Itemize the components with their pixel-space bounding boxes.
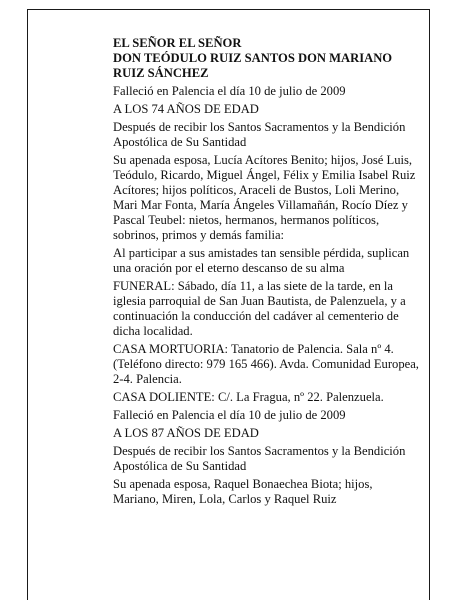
first-mourning-house: CASA DOLIENTE: C/. La Fragua, nº 22. Palenzuela. <box>113 390 384 404</box>
heading-title: EL SEÑOR EL SEÑOR <box>113 36 242 50</box>
heading-names: DON TEÓDULO RUIZ SANTOS DON MARIANO RUIZ SÁNCHEZ <box>113 51 393 80</box>
second-sacraments: Después de recibir los Santos Sacramentos y la Bendición Apostólica de Su Santidad <box>113 444 406 473</box>
first-funeral: FUNERAL: Sábado, día 11, a las siete de la tarde, en la iglesia parroquial de San Juan Bautista, de Palenzuela, y a continuación la conducción del cadáver al cementerio de dicha localidad. <box>113 279 406 338</box>
second-family: Su apenada esposa, Raquel Bonaechea Biota; hijos, Mariano, Miren, Lola, Carlos y Raquel Ruiz <box>113 477 373 506</box>
first-death-notice: Falleció en Palencia el día 10 de julio de 2009 <box>113 84 346 98</box>
first-sacraments: Después de recibir los Santos Sacramentos y la Bendición Apostólica de Su Santidad <box>113 120 406 149</box>
first-prayer-request: Al participar a sus amistades tan sensible pérdida, suplican una oración por el eterno descanso de su alma <box>113 246 410 275</box>
first-mortuary: CASA MORTUORIA: Tanatorio de Palencia. Sala nº 4. (Teléfono directo: 979 165 466). Avda. Comunidad Europea, 2-4. Palencia. <box>113 342 419 386</box>
obituary-text-column <box>113 36 421 510</box>
second-age: A LOS 87 AÑOS DE EDAD <box>113 426 259 440</box>
first-age: A LOS 74 AÑOS DE EDAD <box>113 102 259 116</box>
first-family: Su apenada esposa, Lucía Acítores Benito; hijos, José Luis, Teódulo, Ricardo, Miguel Ángel, Félix y Emilia Isabel Ruiz Acítores; hijos políticos, Araceli de Bustos, Loli Merino, Mari Mar Fonta, María Ángeles Villamañán, Rocío Díez y Pascal Teubel: nietos, hermanos, hermanos políticos, sobrinos, primos y demás familia: <box>113 153 416 242</box>
second-death-notice: Falleció en Palencia el día 10 de julio de 2009 <box>113 408 346 422</box>
